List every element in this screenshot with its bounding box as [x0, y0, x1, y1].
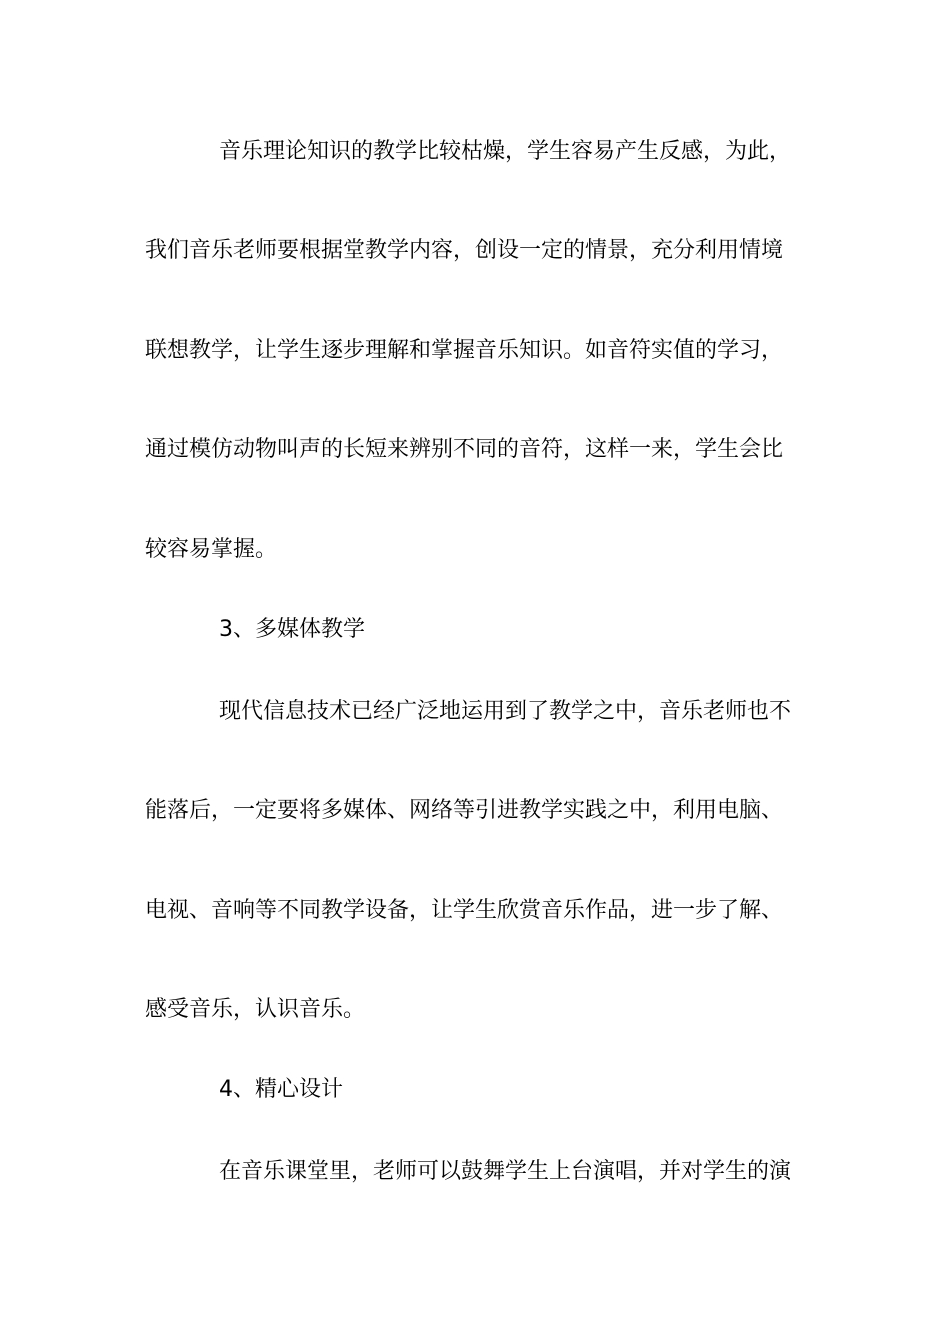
paragraph-line: 较容易掌握。 [145, 537, 278, 562]
paragraph-line: 在音乐课堂里，老师可以鼓舞学生上台演唱，并对学生的演 [219, 1159, 792, 1184]
paragraph-line: 音乐理论知识的教学比较枯燥，学生容易产生反感，为此， [219, 139, 792, 164]
paragraph-line: 我们音乐老师要根据堂教学内容，创设一定的情景，充分利用情境 [145, 238, 784, 263]
section-heading: 3、多媒体教学 [219, 617, 365, 642]
section-heading: 4、精心设计 [219, 1077, 343, 1102]
paragraph-line: 电视、音响等不同教学设备，让学生欣赏音乐作品，进一步了解、 [145, 898, 784, 923]
paragraph-line: 现代信息技术已经广泛地运用到了教学之中，音乐老师也不 [219, 699, 792, 724]
paragraph-line: 感受音乐，认识音乐。 [145, 997, 366, 1022]
paragraph-line: 能落后，一定要将多媒体、网络等引进教学实践之中，利用电脑、 [145, 798, 784, 823]
paragraph-line: 联想教学，让学生逐步理解和掌握音乐知识。如音符实值的学习， [145, 338, 784, 363]
paragraph-line: 通过模仿动物叫声的长短来辨别不同的音符，这样一来，学生会比 [145, 437, 784, 462]
